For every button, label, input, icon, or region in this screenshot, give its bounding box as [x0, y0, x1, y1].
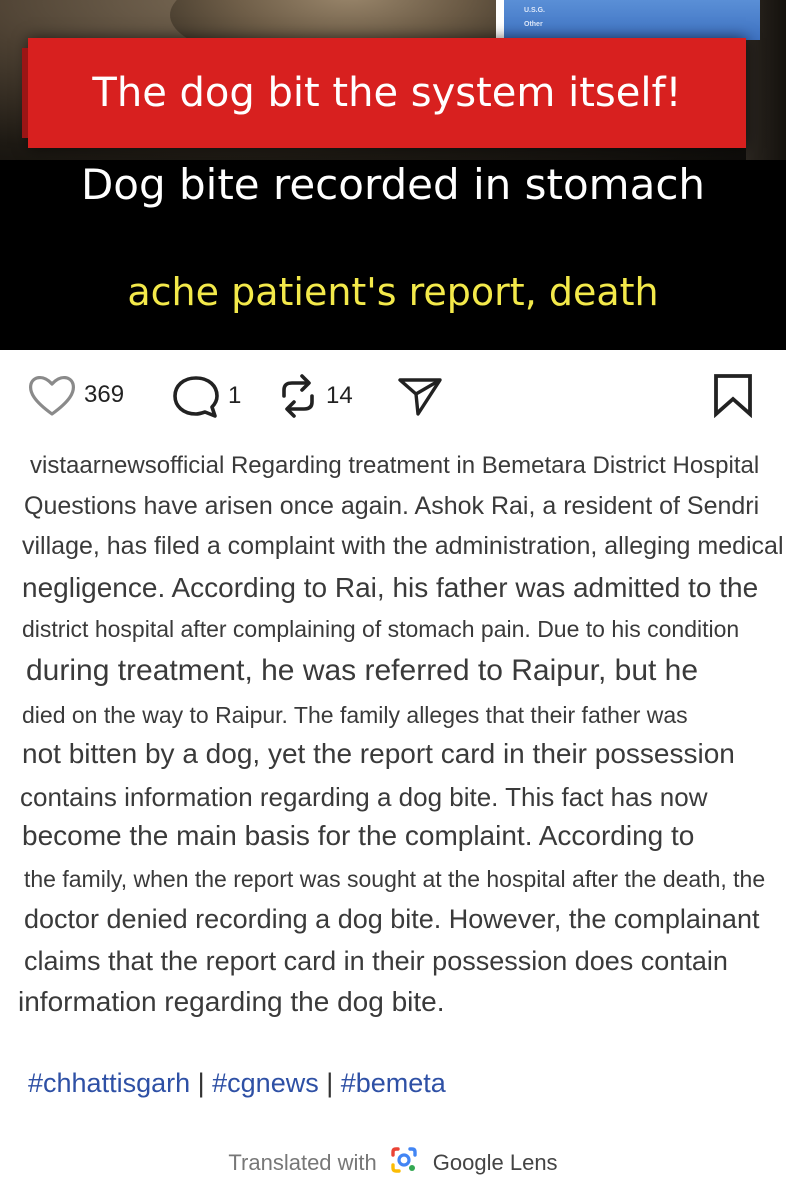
post-image[interactable] [0, 0, 786, 350]
bookmark-button[interactable] [710, 372, 756, 418]
report-card-line-2: Other [524, 21, 543, 28]
comment-icon [170, 372, 222, 420]
caption-line: claims that the report card in their possession does contain [24, 946, 728, 976]
caption-line: not bitten by a dog, yet the report card in their possession [22, 738, 735, 769]
repost-button[interactable] [276, 372, 353, 420]
comment-count: 1 [228, 382, 242, 409]
repost-count: 14 [326, 382, 353, 409]
caption-line: contains information regarding a dog bite. This fact has now [20, 782, 708, 812]
share-icon [396, 372, 444, 420]
translated-with-label: Translated with [228, 1149, 377, 1175]
repost-icon [276, 372, 320, 420]
bookmark-icon [710, 372, 756, 418]
caption-line: village, has filed a complaint with the administration, alleging medical [22, 532, 784, 560]
heart-icon [26, 372, 78, 418]
comment-button[interactable] [170, 372, 241, 420]
caption-line: during treatment, he was referred to Raipur, but he [26, 654, 699, 687]
caption-line: doctor denied recording a dog bite. However, the complainant [24, 904, 760, 934]
caption-line: information regarding the dog bite. [18, 986, 445, 1017]
headline-secondary: Dog bite recorded in stomach [80, 160, 706, 209]
caption-line: district hospital after complaining of stomach pain. Due to his condition [22, 616, 740, 642]
caption-line: died on the way to Raipur. The family alleges that their father was [22, 702, 688, 728]
like-count: 369 [84, 381, 125, 408]
report-card-photo [496, 0, 760, 40]
translation-footer [0, 1145, 786, 1180]
hashtag-separator: | [197, 1068, 213, 1098]
hashtag-row [28, 1068, 446, 1099]
hashtag-link[interactable]: #bemeta [340, 1068, 446, 1098]
caption-line: Questions have arisen once again. Ashok Rai, a resident of Sendri [24, 492, 760, 520]
hashtag-link[interactable]: #chhattisgarh [28, 1068, 191, 1098]
report-card-text [524, 4, 545, 32]
report-card-line-1: U.S.G. [524, 7, 546, 14]
hashtag-link[interactable]: #cgnews [212, 1068, 319, 1098]
hashtag-separator: | [326, 1068, 341, 1098]
google-lens-icon [377, 1145, 427, 1180]
headline-primary: The dog bit the system itself! [92, 70, 682, 116]
google-lens-label: Google Lens [432, 1149, 558, 1175]
like-button[interactable] [26, 372, 124, 418]
headline-tertiary: ache patient's report, death [127, 270, 659, 314]
caption-line: become the main basis for the complaint. According to [22, 820, 695, 851]
caption-line: vistaarnewsofficial Regarding treatment in Bemetara District Hospital [30, 452, 760, 479]
share-button[interactable] [396, 372, 444, 420]
post-caption [0, 440, 786, 1060]
caption-line: negligence. According to Rai, his father was admitted to the [22, 572, 759, 603]
caption-line: the family, when the report was sought at the hospital after the death, the [24, 866, 766, 892]
